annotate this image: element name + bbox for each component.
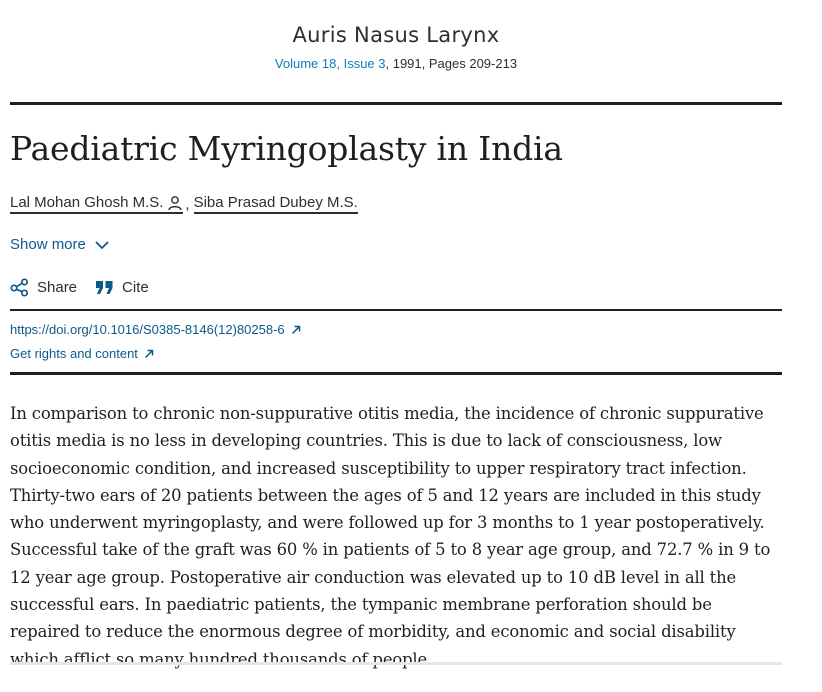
- author-link-2[interactable]: [194, 194, 358, 214]
- external-link-icon: [144, 349, 154, 359]
- year-pages: , 1991, Pages 209-213: [385, 56, 518, 71]
- external-link-icon: [291, 325, 301, 335]
- person-icon: [167, 195, 183, 211]
- author-name: Lal Mohan Ghosh M.S.: [10, 194, 164, 211]
- doi-link[interactable]: [10, 322, 301, 337]
- cite-label: Cite: [122, 279, 149, 296]
- journal-header: [10, 0, 782, 102]
- article-page: [10, 0, 782, 669]
- actions-divider: [10, 309, 782, 311]
- article-actions: [10, 278, 167, 297]
- bottom-divider: [10, 662, 782, 665]
- journal-title[interactable]: Auris Nasus Larynx: [292, 23, 500, 47]
- volume-issue-link[interactable]: Volume 18, Issue 3: [274, 56, 386, 71]
- header-divider: [10, 102, 782, 105]
- links-divider: [10, 372, 782, 375]
- author-separator: ,: [185, 195, 190, 213]
- rights-text: Get rights and content: [10, 346, 138, 361]
- author-list: [10, 194, 358, 214]
- rights-link[interactable]: [10, 346, 154, 361]
- article-title: Paediatric Myringoplasty in India: [10, 129, 563, 168]
- show-more-button[interactable]: [10, 236, 110, 253]
- author-link-1[interactable]: [10, 194, 183, 214]
- share-icon: [10, 278, 29, 297]
- quote-icon: [95, 279, 114, 296]
- chevron-down-icon: [94, 237, 110, 253]
- author-name: Siba Prasad Dubey M.S.: [193, 194, 358, 211]
- cite-button[interactable]: [95, 279, 149, 296]
- journal-meta: [10, 56, 782, 72]
- doi-text: https://doi.org/10.1016/S0385-8146(12)80258-6: [10, 322, 285, 337]
- share-button[interactable]: [10, 278, 77, 297]
- share-label: Share: [37, 279, 78, 296]
- show-more-label: Show more: [10, 236, 86, 253]
- abstract-text: In comparison to chronic non-suppurative otitis media, the incidence of chronic suppurative otitis media is no less in developing countries. This is due to lack of consciousness, low socioeconomic condition, and increased susceptibility to upper respiratory tract infection. Thirty-two ears of 20 patients between the ages of 5 and 12 years are included in this study who underwent myringoplasty, and were followed up for 3 months to 1 year postoperatively. Successful take of the graft was 60 % in patients of 5 to 8 year age group, and 72.7 % in 9 to 12 year age group. Postoperative air conduction was elevated up to 10 dB level in all the successful ears. In paediatric patients, the tympanic membrane perforation should be repaired to reduce the enormous degree of morbidity, and economic and social disability which afflict so many hundred thousands of people.: [10, 404, 771, 669]
